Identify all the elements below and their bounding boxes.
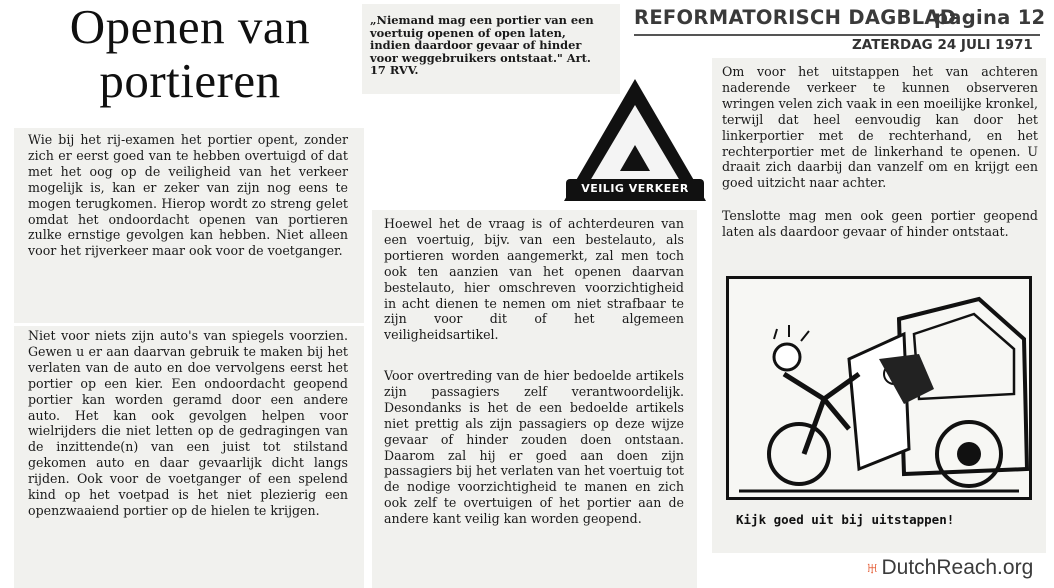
illustration-frame xyxy=(726,276,1032,500)
paragraph-3: Hoewel het de vraag is of achterdeuren van een voertuig, bijv. van een bestelauto, als portieren worden aangemerkt, zal men toch ook ten aanzien van het openen daarvan bestelauto, hier omschreven voorzichtigheid in acht dienen te nemen om niet strafbaar te zijn voor dit of het algemeen veiligheidsartikel. xyxy=(384,216,684,343)
illustration-caption: Kijk goed uit bij uitstappen! xyxy=(736,512,955,527)
publication-date: ZATERDAG 24 JULI 1971 xyxy=(852,37,1033,53)
veilig-verkeer-logo xyxy=(560,75,710,215)
paragraph-1: Wie bij het rij-examen het portier opent, zonder zich er eerst goed van te hebben overtuigd of dat met het oog op de veiligheid van het verkeer mogelijk is, kan er zeker van zijn nog eens te mogen terugkomen. Hierop wordt zo streng gelet omdat het ondoordacht openen van portieren zulke ernstige gevolgen kan hebben. Niet alleen voor het rijverkeer maar ook voor de voetganger. xyxy=(28,132,348,259)
dutch-reach-icon: ♅ xyxy=(864,555,881,580)
clipping-right xyxy=(712,58,1046,258)
paragraph-4: Voor overtreding van de hier bedoelde artikels zijn passagiers zelf verantwoordelijk. Desondanks is het de een bedoelde artikels niet prettig als zijn passagiers op deze wijze gevaar of hinder zouden doen ontstaan. Daarom zal hij er goed aan doen zijn passagiers bij het verlaten van het voertuig tot de nodige voorzichtigheid te manen en zich ook zelf te overtuigen of het portier aan de andere kant veilig kan worden geopend. xyxy=(384,368,684,527)
logo-text: VEILIG VERKEER xyxy=(581,182,689,195)
headline-line-2: portieren xyxy=(99,53,281,108)
masthead-rule xyxy=(634,34,1040,36)
illustration-panel xyxy=(712,258,1046,553)
clipping-middle xyxy=(372,210,697,588)
law-quote: „Niemand mag een portier van een voertuig openen of open laten, indien daardoor gevaar of hinder voor weggebruikers ontstaat." Art. 17 RVV. xyxy=(370,13,594,78)
paragraph-6: Tenslotte mag men ook geen portier geopend laten als daardoor gevaar of hinder ontstaat. xyxy=(722,208,1038,239)
headline xyxy=(25,0,355,108)
credit-text: DutchReach.org xyxy=(881,556,1034,579)
paragraph-2: Niet voor niets zijn auto's van spiegels voorzien. Gewen u er aan daarvan gebruik te maken bij het verlaten van de auto en doe vervolgens eerst het portier op een kier. Een ondoordacht geopend portier kan worden geramd door een andere auto. Het kan ook gevolgen helpen voor wielrijders die niet letten op de gedragingen van de inzittende(n) van een juist tot stilstand gekomen auto en daar gevaarlijk dicht langs rijden. Ook voor de voetganger of een spelend kind op het voetpad is het niet plezierig een openzwaaiend portier op de hielen te krijgen. xyxy=(28,328,348,518)
clipping-paragraph-1 xyxy=(14,128,364,323)
headline-line-1: Openen van xyxy=(69,0,311,54)
masthead xyxy=(634,4,1054,58)
car-door-illustration xyxy=(729,279,1029,497)
clipping-paragraph-2 xyxy=(14,326,364,588)
page-number: pagina 12 xyxy=(934,6,1046,29)
paragraph-5: Om voor het uitstappen het van achteren naderende verkeer te kunnen observeren wringen velen zich vaak in een moeilijke kronkel, terwijl dat heel eenvoudig kan door het linkerportier met de rechterhand, en het rechterportier met de linkerhand te openen. U draait zich daarbij dan vanzelf om en krijgt een goed uitzicht naar achter. xyxy=(722,64,1038,191)
newspaper-name: REFORMATORISCH DAGBLAD xyxy=(634,6,957,29)
dutchreach-credit xyxy=(864,555,1033,581)
